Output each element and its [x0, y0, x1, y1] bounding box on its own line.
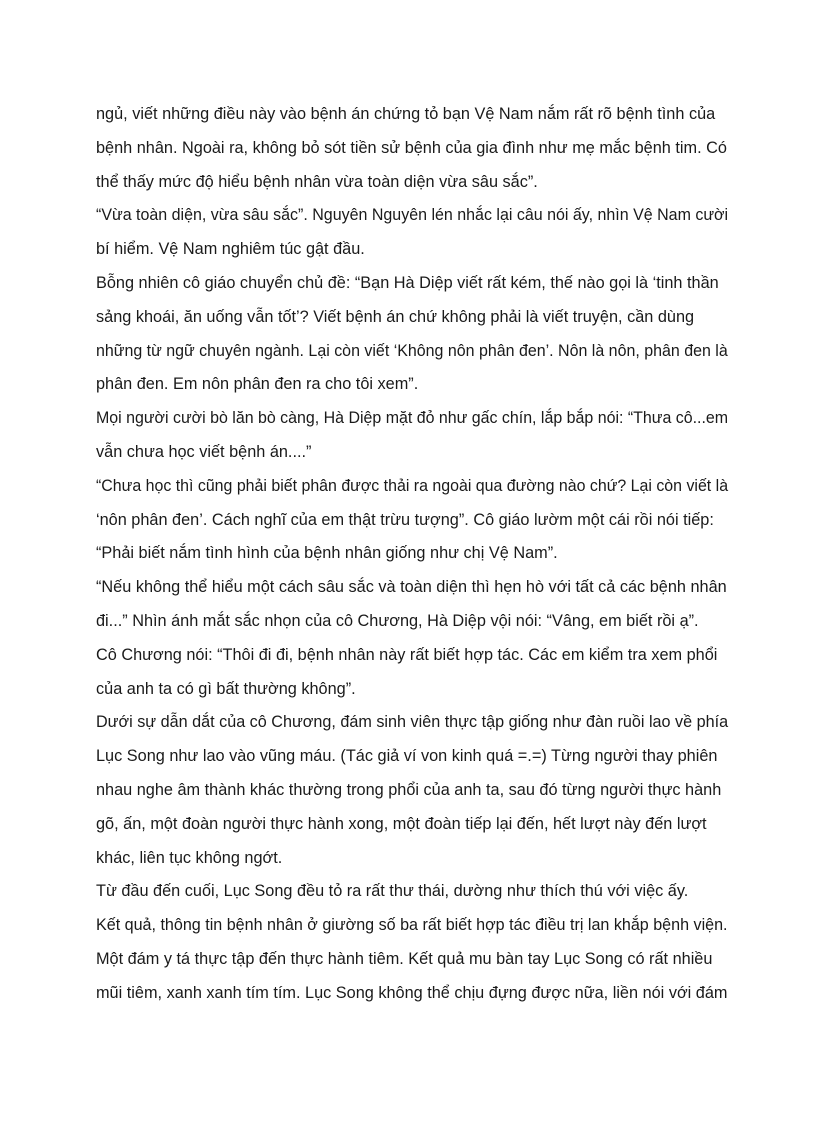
text-line: ‘nôn phân đen’. Cách nghĩ của em thật trừu tượng”. Cô giáo lườm một cái rồi nói tiếp: [96, 510, 714, 529]
text-line: của anh ta có gì bất thường không”. [96, 679, 356, 698]
text-line: Từ đầu đến cuối, Lục Song đều tỏ ra rất thư thái, dường như thích thú với việc ấy. [96, 882, 689, 901]
text-line: vẫn chưa học viết bệnh án....” [96, 442, 312, 461]
text-line: khác, liên tục không ngớt. [96, 848, 283, 867]
text-line: Kết quả, thông tin bệnh nhân ở giường số ba rất biết hợp tác điều trị lan khắp bệnh viện. [96, 916, 728, 935]
text-line: ngủ, viết những điều này vào bệnh án chứng tỏ bạn Vệ Nam nắm rất rõ bệnh tình của [96, 105, 716, 123]
text-line: “Phải biết nắm tình hình của bệnh nhân giống như chị Vệ Nam”. [96, 544, 558, 563]
text-line: những từ ngữ chuyên ngành. Lại còn viết ‘Không nôn phân đen’. Nôn là nôn, phân đen là [96, 341, 728, 360]
text-line: bí hiểm. Vệ Nam nghiêm túc gật đầu. [96, 240, 365, 259]
text-line: “Nếu không thể hiểu một cách sâu sắc và toàn diện thì hẹn hò với tất cả các bệnh nhân [96, 578, 727, 597]
text-line: đi...” Nhìn ánh mắt sắc nhọn của cô Chương, Hà Diệp vội nói: “Vâng, em biết rồi ạ”. [96, 611, 699, 630]
text-line: Bỗng nhiên cô giáo chuyển chủ đề: “Bạn Hà Diệp viết rất kém, thế nào gọi là ‘tinh thần [96, 273, 719, 292]
text-line: mũi tiêm, xanh xanh tím tím. Lục Song không thể chịu đựng được nữa, liền nói với đám [96, 983, 728, 1002]
text-line: Lục Song như lao vào vũng máu. (Tác giả ví von kinh quá =.=) Từng người thay phiên [96, 747, 718, 766]
text-line: Mọi người cười bò lăn bò càng, Hà Diệp mặt đỏ như gấc chín, lắp bắp nói: “Thưa cô...em [96, 409, 729, 428]
text-line: bệnh nhân. Ngoài ra, không bỏ sót tiền sử bệnh của gia đình như mẹ mắc bệnh tim. Có [96, 138, 727, 157]
body-text [96, 98, 728, 1011]
text-line: nhau nghe âm thành khác thường trong phổi của anh ta, sau đó từng người thực hành [96, 780, 722, 799]
text-line: Dưới sự dẫn dắt của cô Chương, đám sinh viên thực tập giống như đàn ruồi lao về phía [96, 713, 729, 732]
text-line: sảng khoái, ăn uống vẫn tốt’? Viết bệnh án chứ không phải là viết truyện, cần dùng [96, 307, 695, 326]
text-line: Một đám y tá thực tập đến thực hành tiêm. Kết quả mu bàn tay Lục Song có rất nhiều [96, 949, 713, 968]
text-line: phân đen. Em nôn phân đen ra cho tôi xem”. [96, 375, 419, 394]
text-line: thể thấy mức độ hiểu bệnh nhân vừa toàn diện vừa sâu sắc”. [96, 172, 538, 191]
text-line: gõ, ấn, một đoàn người thực hành xong, một đoàn tiếp lại đến, hết lượt này đến lượt [96, 814, 707, 833]
text-line: “Vừa toàn diện, vừa sâu sắc”. Nguyên Nguyên lén nhắc lại câu nói ấy, nhìn Vệ Nam cười [96, 206, 729, 225]
text-line: Cô Chương nói: “Thôi đi đi, bệnh nhân này rất biết hợp tác. Các em kiểm tra xem phổi [96, 645, 718, 664]
text-line: “Chưa học thì cũng phải biết phân được thải ra ngoài qua đường nào chứ? Lại còn viết là [96, 476, 729, 495]
